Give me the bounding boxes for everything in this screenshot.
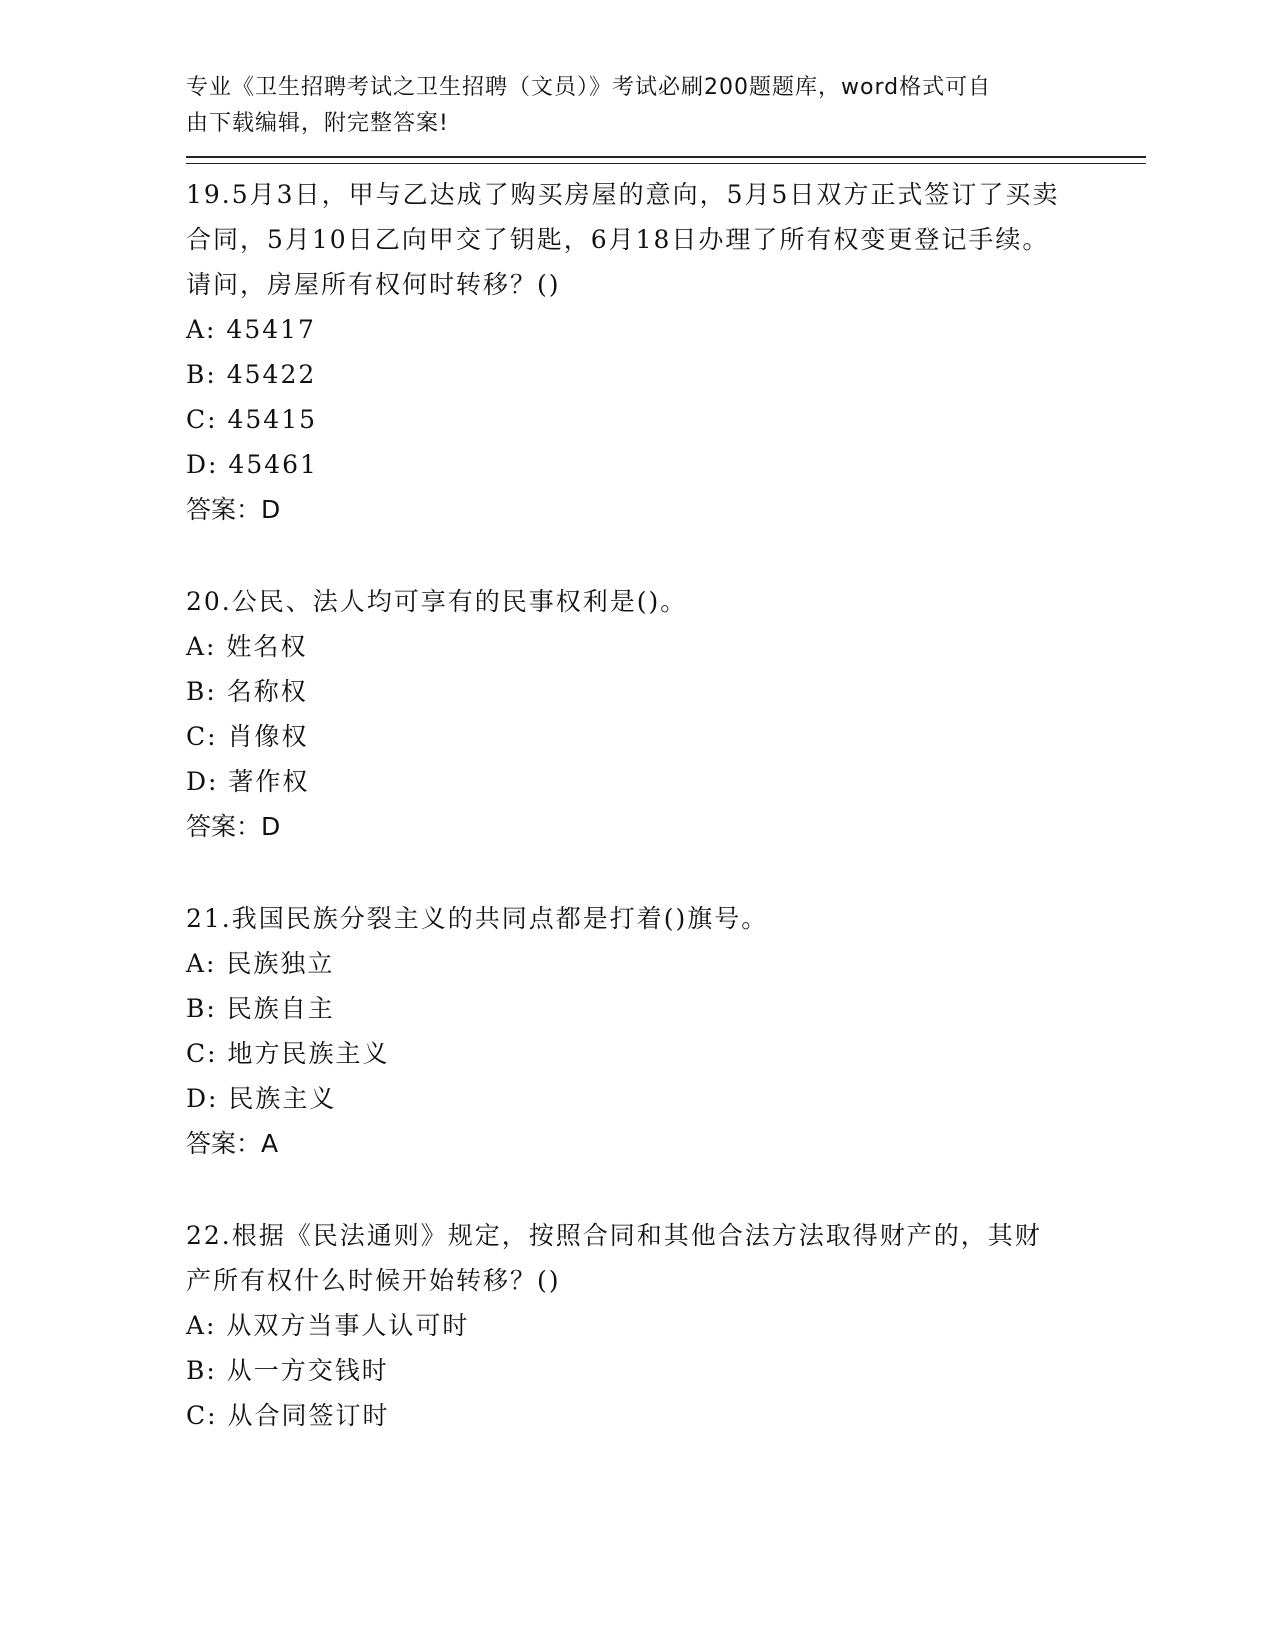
question-21	[186, 896, 1146, 1166]
answer-line: 答案：D	[186, 495, 281, 524]
option-d: D: 民族主义	[186, 1084, 337, 1113]
option-a: A: 民族独立	[186, 949, 335, 978]
option-d: D: 著作权	[186, 767, 310, 796]
header-divider	[186, 156, 1146, 164]
question-text: 21.我国民族分裂主义的共同点都是打着()旗号。	[186, 904, 769, 933]
option-b: B: 从一方交钱时	[186, 1356, 389, 1385]
question-text: 22.根据《民法通则》规定，按照合同和其他合法方法取得财产的，其财产所有权什么时候开始转移？()	[186, 1221, 1042, 1295]
header-line-2: 由下载编辑，附完整答案!	[186, 111, 449, 136]
question-20	[186, 579, 1146, 849]
option-b: B: 45422	[186, 360, 317, 389]
option-c: C: 地方民族主义	[186, 1039, 390, 1068]
document-page	[186, 70, 1146, 1438]
answer-line: 答案：A	[186, 1129, 279, 1158]
option-d: D: 45461	[186, 450, 318, 479]
header-line-1: 专业《卫生招聘考试之卫生招聘（文员）》考试必刷200题题库，word格式可自	[186, 75, 992, 100]
option-a: A: 从双方当事人认可时	[186, 1311, 470, 1340]
option-c: C: 从合同签订时	[186, 1401, 390, 1430]
option-b: B: 民族自主	[186, 994, 335, 1023]
question-text: 20.公民、法人均可享有的民事权利是()。	[186, 587, 688, 616]
question-text: 19.5月3日，甲与乙达成了购买房屋的意向，5月5日双方正式签订了买卖合同，5月10日乙向甲交了钥匙，6月18日办理了所有权变更登记手续。请问，房屋所有权何时转移？()	[186, 180, 1060, 299]
option-c: C: 肖像权	[186, 722, 309, 751]
question-22	[186, 1213, 1146, 1438]
option-a: A: 45417	[186, 315, 316, 344]
option-b: B: 名称权	[186, 677, 308, 706]
answer-line: 答案：D	[186, 812, 281, 841]
option-a: A: 姓名权	[186, 632, 308, 661]
option-c: C: 45415	[186, 405, 318, 434]
document-header	[186, 70, 1066, 142]
question-19	[186, 172, 1146, 532]
